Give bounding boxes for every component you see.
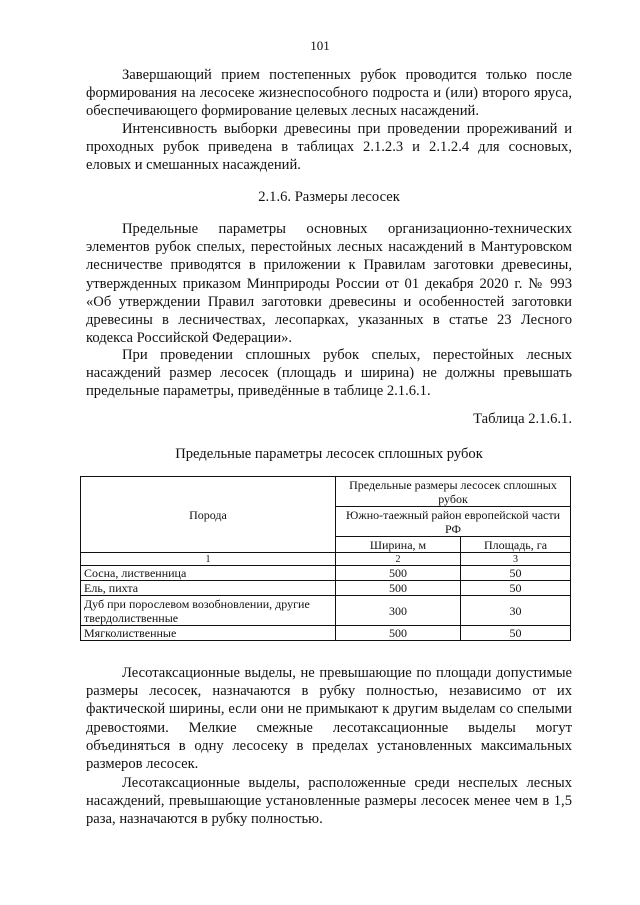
header-limits: Предельные размеры лесосек сплошных рубок: [336, 477, 571, 507]
table-row: [81, 566, 571, 581]
paragraph-limit-parameters: Предельные параметры основных организационно-технических элементов рубок спелых, перестойных лесных насаждений в Мантуровском лесничестве приводятся в приложении к Правилам заготовки древесины, утвержденных приказом Минприроды России от 01 декабря 2020 г. № 993 «Об утверждении Правил заготовки древесины и особенностей заготовки древесины в лесничествах, лесопарках, указанных в статье 23 Лесного кодекса Российской Федерации».: [86, 221, 572, 347]
species-cell: Мягколиственные: [81, 626, 336, 641]
page-number: 101: [310, 38, 330, 53]
area-cell: 30: [461, 596, 571, 626]
table-label: Таблица 2.1.6.1.: [473, 411, 572, 427]
width-cell: 500: [336, 581, 461, 596]
area-cell: 50: [461, 566, 571, 581]
table-row: [81, 581, 571, 596]
area-cell: 50: [461, 581, 571, 596]
width-cell: 500: [336, 566, 461, 581]
paragraph-final-cut: Завершающий прием постепенных рубок проводится только после формирования на лесосеке жизнеспособного подроста и (или) второго яруса, обеспечивающего формирование целевых лесных насаждений.: [86, 67, 572, 120]
table-row: [81, 626, 571, 641]
paragraph-thinning-intensity: Интенсивность выборки древесины при проведении прореживаний и проходных рубок приведена в таблицах 2.1.2.3 и 2.1.2.4 для сосновых, еловых и смешанных насаждений.: [86, 121, 572, 174]
species-cell: Сосна, лиственница: [81, 566, 336, 581]
header-species: Порода: [81, 477, 336, 553]
paragraph-immature-stands: Лесотаксационные выделы, расположенные среди неспелых лесных насаждений, превышающие установленные размеры лесосек менее чем в 1,5 раза, назначаются в рубку полностью.: [86, 775, 572, 828]
width-cell: 300: [336, 596, 461, 626]
table-row: [81, 596, 571, 626]
species-cell: Дуб при порослевом возобновлении, другие твердолиственные: [81, 596, 336, 626]
column-number: 3: [461, 553, 571, 566]
paragraph-allowed-sections: Лесотаксационные выделы, не превышающие по площади допустимые размеры лесосек, назначаются в рубку полностью, независимо от их фактической ширины, если они не примыкают к другим выделам со спелыми древостоями. Мелкие смежные лесотаксационные выделы могут объединяться в одну лесосеку в пределах установленных максимальных размеров лесосек.: [86, 665, 572, 773]
width-cell: 500: [336, 626, 461, 641]
table-title: Предельные параметры лесосек сплошных рубок: [175, 446, 483, 462]
column-number: 2: [336, 553, 461, 566]
column-number: 1: [81, 553, 336, 566]
header-region: Южно-таежный район европейской части РФ: [336, 507, 571, 537]
section-heading: 2.1.6. Размеры лесосек: [258, 189, 400, 205]
parameters-table: [80, 476, 571, 641]
paragraph-clear-cut-size: При проведении сплошных рубок спелых, перестойных лесных насаждений размер лесосек (площадь и ширина) не должны превышать предельные параметры, приведённые в таблице 2.1.6.1.: [86, 347, 572, 400]
header-width: Ширина, м: [336, 537, 461, 553]
species-cell: Ель, пихта: [81, 581, 336, 596]
area-cell: 50: [461, 626, 571, 641]
header-area: Площадь, га: [461, 537, 571, 553]
